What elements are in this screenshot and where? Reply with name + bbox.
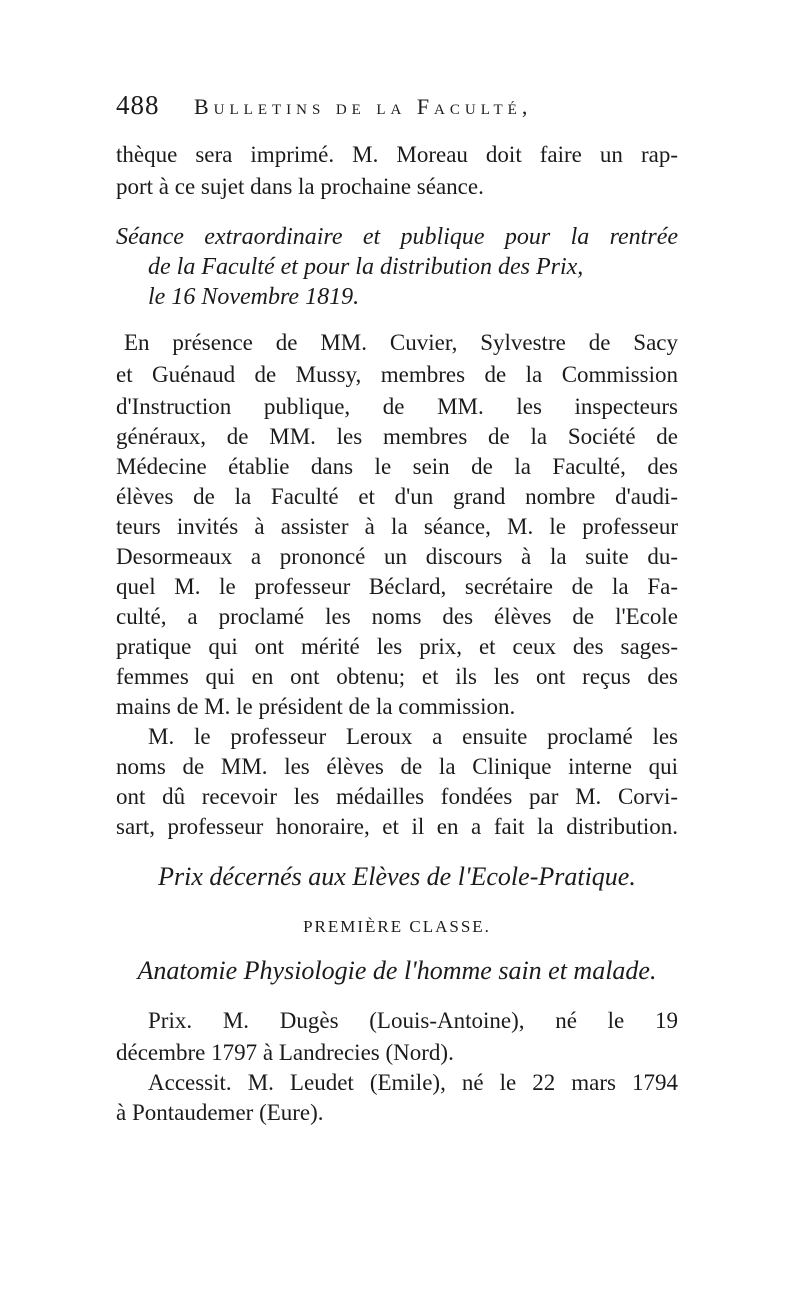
paragraph-line: noms de MM. les élèves de la Clinique interne qui [116, 754, 678, 779]
paragraph-line: quel M. le professeur Béclard, secrétaire de la Fa- [116, 574, 678, 599]
paragraph-line: d'Instruction publique, de MM. les inspecteurs [116, 394, 678, 419]
paragraph-line: pratique qui ont mérité les prix, et ceux des sages- [116, 634, 678, 659]
paragraph-line: ont dû recevoir les médailles fondées par M. Corvi- [116, 784, 678, 809]
prizes-heading: Prix décernés aux Elèves de l'Ecole-Pratique. [158, 862, 636, 891]
text-line: port à ce sujet dans la prochaine séance. [116, 174, 484, 199]
prize-entry-line: à Pontaudemer (Eure). [116, 1100, 324, 1125]
paragraph-line: Desormeaux a prononcé un discours à la suite du- [116, 544, 678, 569]
paragraph-line: et Guénaud de Mussy, membres de la Commission [116, 362, 678, 387]
text-line: thèque sera imprimé. M. Moreau doit faire un rap- [116, 142, 678, 167]
session-heading-line: le 16 Novembre 1819. [148, 284, 360, 310]
session-heading-line: de la Faculté et pour la distribution des Prix, [148, 254, 584, 280]
paragraph-line: En présence de MM. Cuvier, Sylvestre de Sacy [124, 330, 678, 355]
prize-entry-line: décembre 1797 à Landrecies (Nord). [116, 1040, 454, 1065]
paragraph-line: femmes qui en ont obtenu; et ils les ont reçus des [116, 664, 678, 689]
prize-entry-line: Prix. M. Dugès (Louis-Antoine), né le 19 [148, 1008, 678, 1033]
page-header [116, 90, 696, 134]
class-heading: PREMIÈRE CLASSE. [303, 917, 491, 936]
paragraph-line: culté, a proclamé les noms des élèves de l'Ecole [116, 604, 678, 629]
page-number: 488 [116, 90, 160, 120]
session-heading-line: Séance extraordinaire et publique pour la rentrée [116, 224, 678, 250]
paragraph-line: élèves de la Faculté et d'un grand nombre d'audi- [116, 484, 678, 509]
prize-entry-line: Accessit. M. Leudet (Emile), né le 22 mars 1794 [148, 1070, 678, 1095]
paragraph-line: généraux, de MM. les membres de la Société de [116, 424, 678, 449]
paragraph-line: mains de M. le président de la commission. [116, 694, 516, 719]
running-title: Bulletins de la Faculté, [194, 94, 533, 119]
subject-heading: Anatomie Physiologie de l'homme sain et malade. [137, 956, 657, 985]
paragraph-line: teurs invités à assister à la séance, M. le professeur [116, 514, 678, 539]
paragraph-line: M. le professeur Leroux a ensuite proclamé les [148, 724, 678, 749]
paragraph-line: Médecine établie dans le sein de la Faculté, des [116, 454, 678, 479]
paragraph-line: sart, professeur honoraire, et il en a fait la distribution. [116, 814, 678, 839]
